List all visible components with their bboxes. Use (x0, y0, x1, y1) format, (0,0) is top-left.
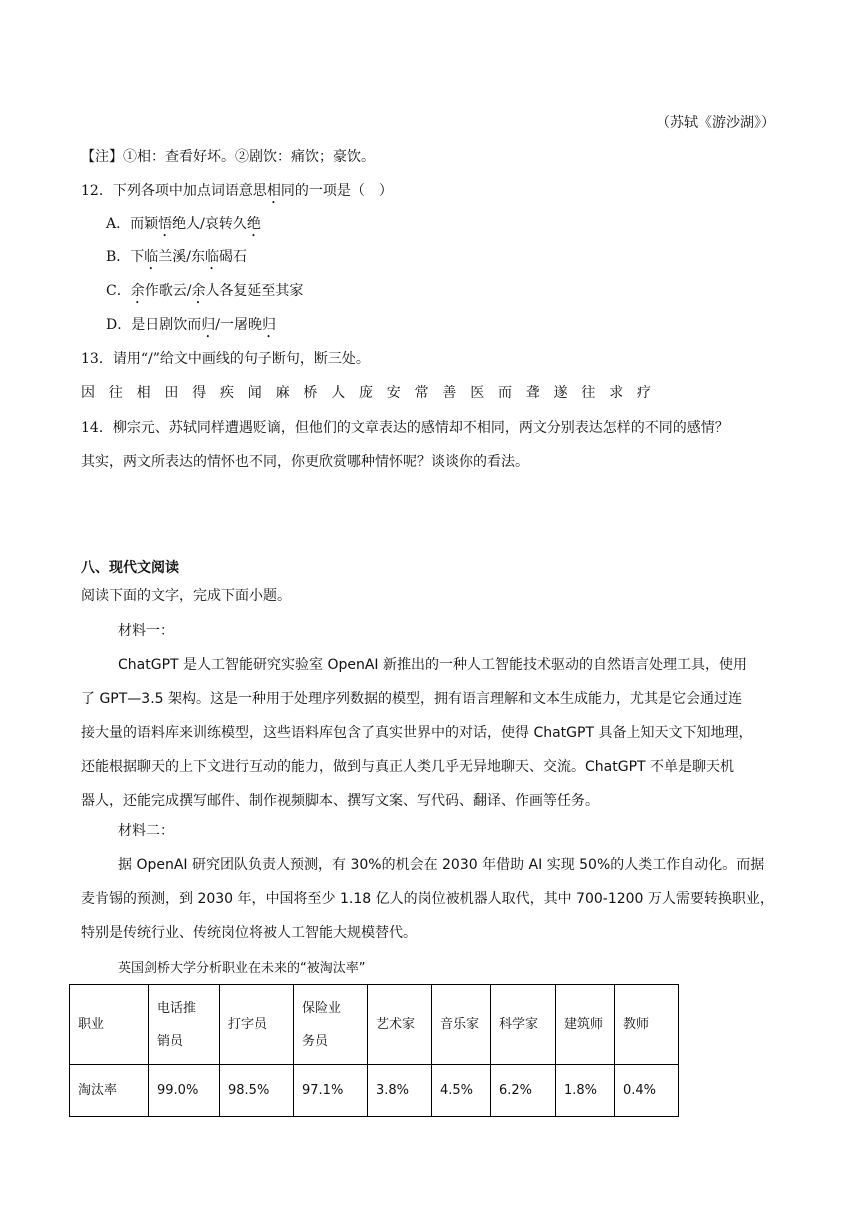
option-text: C． (106, 283, 131, 299)
table-header-cell: 建筑师 (556, 985, 615, 1065)
table-cell: 97.1% (294, 1065, 368, 1117)
material-1-label: 材料一： (118, 623, 174, 639)
material-1-line: 接大量的语料库来训练模型，这些语料库包含了真实世界中的对话，使得 ChatGPT 具备上知天文下知地理， (81, 725, 753, 741)
dotted-char: 余 (130, 283, 145, 299)
table-header-cell: 职业 (70, 985, 149, 1065)
table-cell: 3.8% (368, 1065, 432, 1117)
question-13-text: 因往相田得疾闻麻桥人庞安常善医而聋遂往求疗 (81, 385, 665, 401)
material-2-line: 据 OpenAI 研究团队负责人预测，有 30%的机会在 2030 年借助 AI 实现 50%的人类工作自动化。而据 (118, 857, 765, 873)
option-text: 绝人/哀转久 (172, 216, 247, 232)
dotted-char: 归 (261, 317, 276, 333)
material-2-label: 材料二： (118, 823, 174, 839)
table-cell: 6.2% (491, 1065, 556, 1117)
table-header-cell: 音乐家 (432, 985, 491, 1065)
question-14-line-1: 14．柳宗元、苏轼同样遭遇贬谪，但他们的文章表达的感情却不相同，两文分别表达怎样的不同的感情？ (81, 420, 729, 436)
table-header-cell: 打字员 (220, 985, 294, 1065)
table-cell: 99.0% (149, 1065, 220, 1117)
material-1-line: 还能根据聊天的上下文进行互动的能力，做到与真正人类几乎无异地聊天、交流。ChatGPT 不单是聊天机 (81, 759, 735, 775)
section-heading: 八、现代文阅读 (81, 560, 179, 576)
elimination-rate-table (69, 984, 679, 1117)
table-cell: 淘汰率 (70, 1065, 149, 1117)
question-12-stem (81, 180, 393, 207)
option-text: 碣石 (219, 249, 248, 265)
table-cell: 98.5% (220, 1065, 294, 1117)
table-row (70, 1065, 679, 1117)
dotted-char: 绝 (246, 216, 261, 232)
dotted-char: 余 (191, 283, 206, 299)
stem-text: 同的一项是（ ） (280, 183, 393, 199)
option-c (106, 280, 303, 307)
table-caption: 英国剑桥大学分析职业在未来的“被淘汰率” (118, 961, 366, 976)
stem-text: 12．下列各项中加点词语意思 (81, 183, 267, 199)
table-header-row (70, 985, 679, 1065)
dotted-char: 临 (205, 249, 220, 265)
material-2-line: 特别是传统行业、传统岗位将被人工智能大规模替代。 (81, 925, 417, 941)
source-citation: （苏轼《游沙湖》） (656, 115, 775, 131)
table-header-cell: 科学家 (491, 985, 556, 1065)
table-cell: 1.8% (556, 1065, 615, 1117)
table-header-cell: 教师 (615, 985, 679, 1065)
option-text: 兰溪/东 (158, 249, 206, 265)
option-b (106, 246, 247, 273)
option-d (106, 314, 276, 341)
dotted-char: 归 (201, 317, 216, 333)
table-cell: 4.5% (432, 1065, 491, 1117)
dotted-char: 相 (266, 183, 281, 199)
annotation-note: 【注】①相：查看好坏。②剧饮：痛饮；豪饮。 (81, 149, 375, 165)
table-header-cell: 保险业 务员 (294, 985, 368, 1065)
dotted-char: 悟 (158, 216, 173, 232)
option-text: A．而颖 (106, 216, 159, 232)
material-1-line: 器人，还能完成撰写邮件、制作视频脚本、撰写文案、写代码、翻译、作画等任务。 (81, 793, 599, 809)
question-14-line-2: 其实，两文所表达的情怀也不同，你更欣赏哪种情怀呢？谈谈你的看法。 (81, 454, 529, 470)
option-text: 人各复延至其家 (205, 283, 304, 299)
material-2-line: 麦肯锡的预测，到 2030 年，中国将至少 1.18 亿人的岗位被机器人取代，其中 700-1200 万人需要转换职业， (81, 891, 774, 907)
table-header-cell: 电话推 销员 (149, 985, 220, 1065)
table-cell: 0.4% (615, 1065, 679, 1117)
dotted-char: 临 (144, 249, 159, 265)
material-1-line: ChatGPT 是人工智能研究实验室 OpenAI 新推出的一种人工智能技术驱动的自然语言处理工具，使用 (118, 657, 748, 673)
section-intro: 阅读下面的文字，完成下面小题。 (81, 588, 291, 604)
option-text: 作歌云/ (144, 283, 192, 299)
option-a (106, 213, 261, 240)
option-text: B．下 (106, 249, 145, 265)
option-text: D．是日剧饮而 (106, 317, 202, 333)
question-13-stem: 13．请用“/”给文中画线的句子断句，断三处。 (81, 351, 370, 367)
option-text: /一屠晚 (215, 317, 262, 333)
table-header-cell: 艺术家 (368, 985, 432, 1065)
material-1-line: 了 GPT—3.5 架构。这是一种用于处理序列数据的模型，拥有语言理解和文本生成能力，尤其是它会通过连 (81, 691, 743, 707)
